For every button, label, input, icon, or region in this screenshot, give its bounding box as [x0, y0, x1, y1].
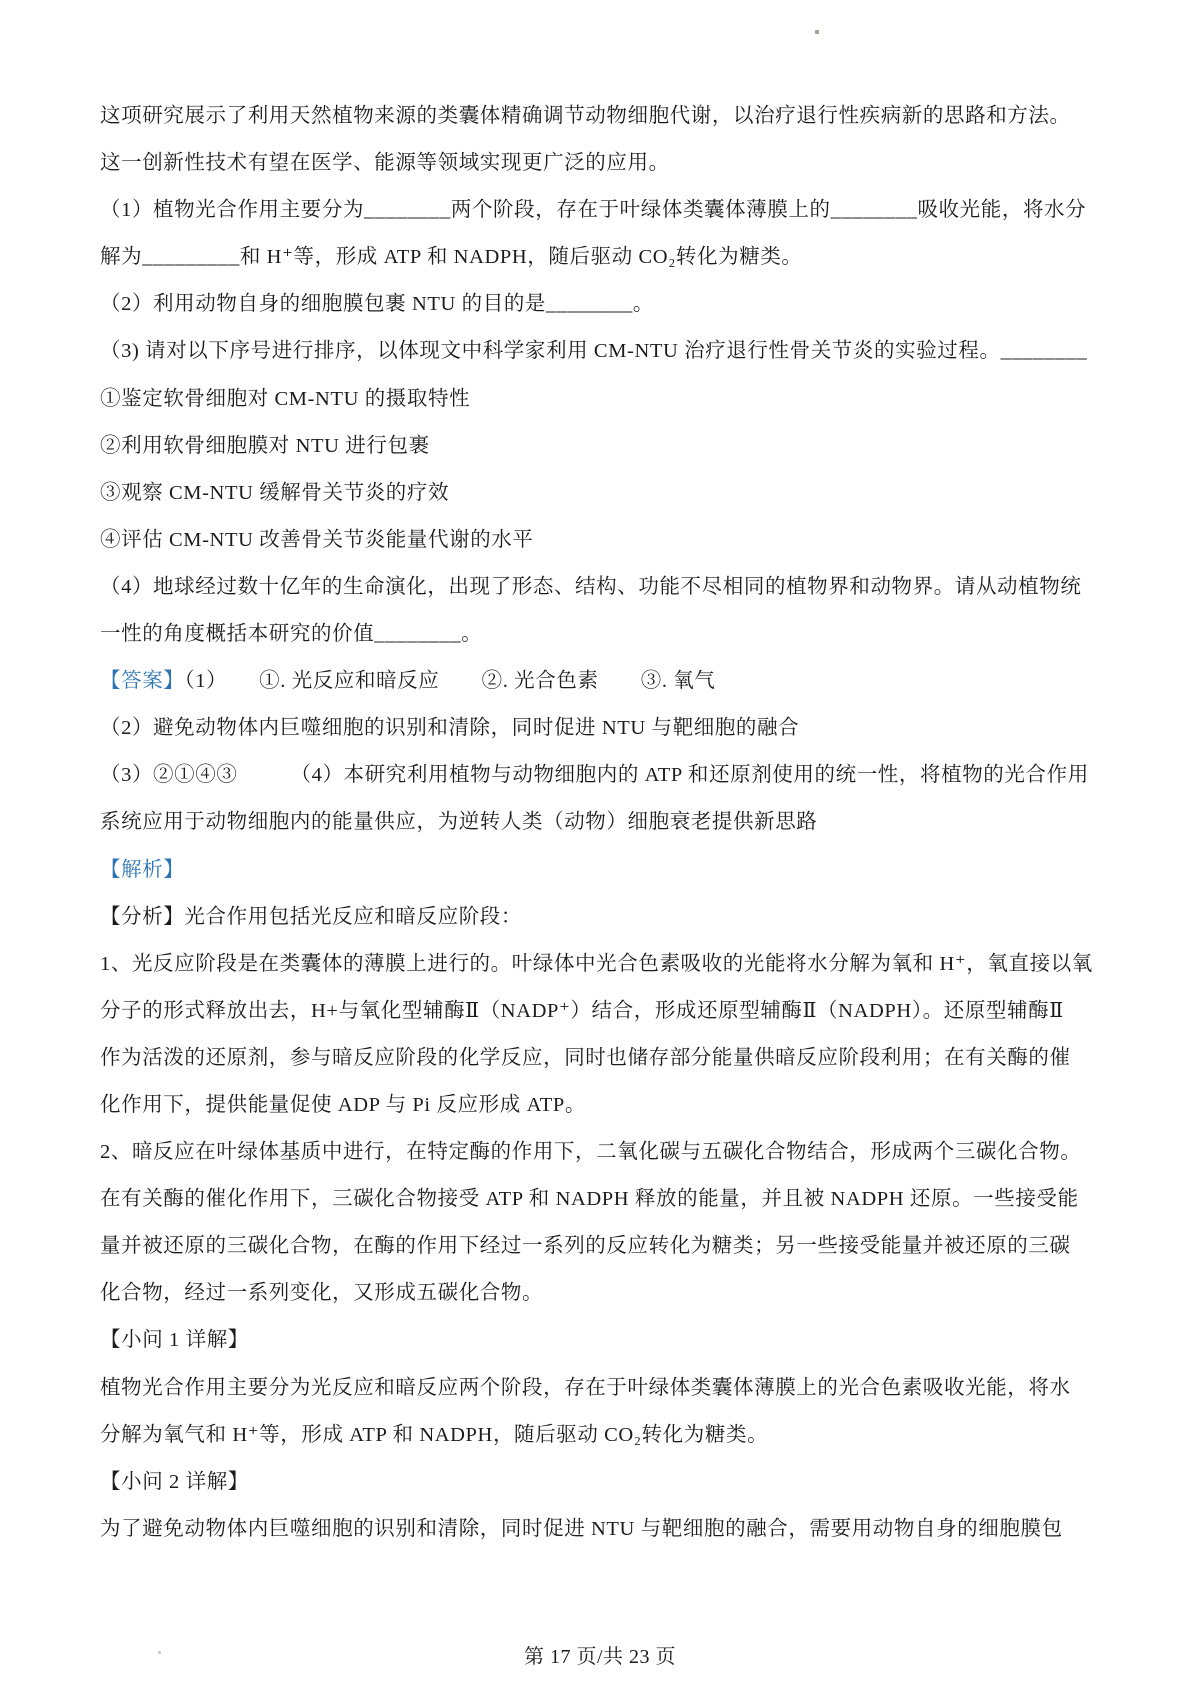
explanation-2-line-4: 化合物，经过一系列变化，又形成五碳化合物。: [100, 1282, 544, 1305]
subquestion-1-heading: 【小问 1 详解】: [100, 1329, 249, 1352]
explanation-1-line-1: 1、光反应阶段是在类囊体的薄膜上进行的。叶绿体中光合色素吸收的光能将水分解为氧和 H⁺，氧直接以氧: [100, 952, 1093, 975]
question-3-option-2: ②利用软骨细胞膜对 NTU 进行包裹: [100, 434, 430, 457]
answer-part-4-line-2: 系统应用于动物细胞内的能量供应，为逆转人类（动物）细胞衰老提供新思路: [100, 811, 818, 834]
question-1-line-2: 解为_________和 H⁺等，形成 ATP 和 NADPH，随后驱动 CO₂转化为糖类。: [100, 246, 803, 269]
question-3-option-1: ①鉴定软骨细胞对 CM-NTU 的摄取特性: [100, 387, 471, 410]
explanation-1-line-3: 作为活泼的还原剂，参与暗反应阶段的化学反应，同时也储存部分能量供暗反应阶段利用；在有关酶的催: [100, 1046, 1071, 1069]
analysis-heading-line: [100, 847, 1104, 894]
answer-part-1: （1） ①. 光反应和暗反应 ②. 光合色素 ③. 氧气: [184, 670, 716, 693]
explanation-2-line-1: 2、暗反应在叶绿体基质中进行，在特定酶的作用下，二氧化碳与五碳化合物结合，形成两个三碳化合物。: [100, 1141, 1082, 1164]
subquestion-2-heading: 【小问 2 详解】: [100, 1470, 249, 1493]
page-number-footer: 第 17 页/共 23 页: [523, 1646, 677, 1668]
question-2-line: （2）利用动物自身的细胞膜包裹 NTU 的目的是________。: [100, 293, 654, 316]
answer-label: 【答案】: [100, 670, 185, 693]
subquestion-1-line-2: 分解为氧气和 H⁺等，形成 ATP 和 NADPH，随后驱动 CO₂转化为糖类。: [100, 1423, 769, 1446]
question-3-option-3: ③观察 CM-NTU 缓解骨关节炎的疗效: [100, 481, 450, 504]
subquestion-2-line-1: 为了避免动物体内巨噬细胞的识别和清除，同时促进 NTU 与靶细胞的融合，需要用动物自身的细胞膜包: [100, 1517, 1063, 1540]
question-3-line: （3) 请对以下序号进行排序，以体现文中科学家利用 CM-NTU 治疗退行性骨关节炎的实验过程。________: [100, 340, 1088, 363]
question-4-line-1: （4）地球经过数十亿年的生命演化，出现了形态、结构、功能不尽相同的植物界和动物界。请从动植物统: [100, 575, 1082, 598]
page-content: [100, 93, 1104, 1553]
explanation-2-line-3: 量并被还原的三碳化合物，在酶的作用下经过一系列的反应转化为糖类；另一些接受能量并被还原的三碳: [100, 1235, 1071, 1258]
scan-artifact-dot-top: [815, 30, 819, 34]
answer-part-3-4-line-1: （3）②①④③ （4）本研究利用植物与动物细胞内的 ATP 和还原剂使用的统一性，将植物的光合作用: [100, 764, 1089, 787]
question-4-line-2: 一性的角度概括本研究的价值________。: [100, 623, 483, 646]
question-1-line-1: （1）植物光合作用主要分为________两个阶段，存在于叶绿体类囊体薄膜上的________吸收光能，将水分: [100, 199, 1087, 222]
explanation-1-line-4: 化作用下，提供能量促使 ADP 与 Pi 反应形成 ATP。: [100, 1093, 586, 1116]
answer-heading-line: [100, 658, 1104, 705]
subquestion-1-line-1: 植物光合作用主要分为光反应和暗反应两个阶段，存在于叶绿体类囊体薄膜上的光合色素吸收光能，将水: [100, 1376, 1071, 1399]
answer-part-2: （2）避免动物体内巨噬细胞的识别和清除，同时促进 NTU 与靶细胞的融合: [100, 717, 800, 740]
question-3-option-4: ④评估 CM-NTU 改善骨关节炎能量代谢的水平: [100, 528, 534, 551]
analysis-label: 【解析】: [100, 858, 185, 881]
explanation-1-line-2: 分子的形式释放出去，H+与氧化型辅酶Ⅱ（NADP⁺）结合，形成还原型辅酶Ⅱ（NADPH）。还原型辅酶Ⅱ: [100, 999, 1064, 1022]
passage-line-1: 这项研究展示了利用天然植物来源的类囊体精确调节动物细胞代谢，以治疗退行性疾病新的思路和方法。: [100, 105, 1071, 127]
passage-line-2: 这一创新性技术有望在医学、能源等领域实现更广泛的应用。: [100, 152, 670, 175]
explanation-2-line-2: 在有关酶的催化作用下，三碳化合物接受 ATP 和 NADPH 释放的能量，并且被 NADPH 还原。一些接受能: [100, 1188, 1079, 1211]
analysis-intro-line: 【分析】光合作用包括光反应和暗反应阶段：: [100, 905, 522, 928]
